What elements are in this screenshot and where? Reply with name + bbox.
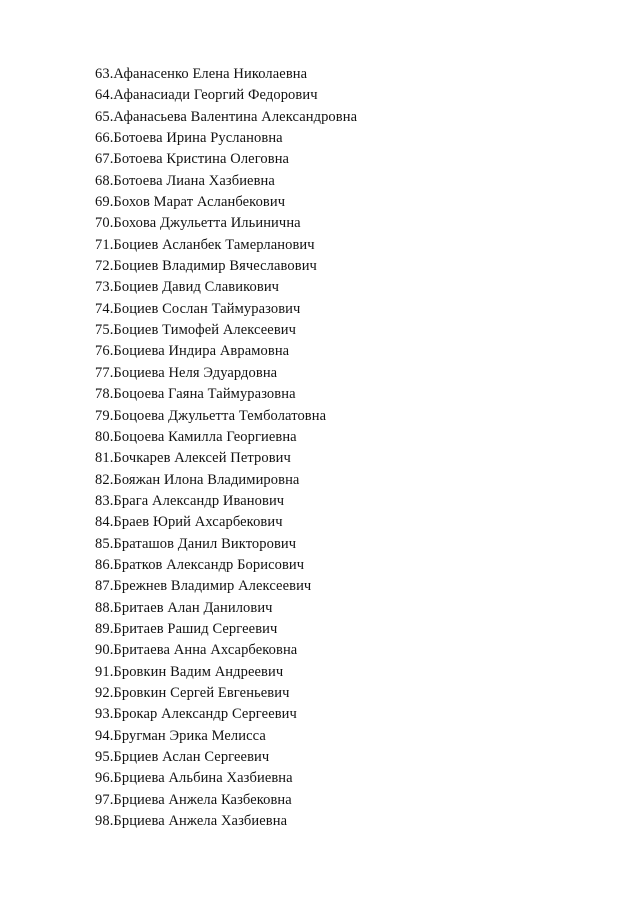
list-item: 67.Ботоева Кристина Олеговна: [95, 151, 290, 168]
list-item: 81.Бочкарев Алексей Петрович: [95, 450, 291, 467]
list-item: 66.Ботоева Ирина Руслановна: [95, 130, 283, 147]
list-item: 96.Брциева Альбина Хазбиевна: [95, 770, 293, 787]
list-item: 69.Бохов Марат Асланбекович: [95, 194, 286, 211]
list-item: 74.Боциев Сослан Таймуразович: [95, 300, 301, 317]
name-list: [95, 64, 357, 832]
list-item: 88.Бритаев Алан Данилович: [95, 599, 273, 616]
list-item: 89.Бритаев Рашид Сергеевич: [95, 620, 278, 637]
list-item: 77.Боциева Неля Эдуардовна: [95, 364, 278, 381]
list-item: 76.Боциева Индира Аврамовна: [95, 343, 290, 360]
list-item: 78.Боцоева Гаяна Таймуразовна: [95, 386, 296, 403]
list-item: 71.Боциев Асланбек Тамерланович: [95, 236, 315, 253]
list-item: 72.Боциев Владимир Вячеславович: [95, 258, 317, 275]
list-item: 83.Брага Александр Иванович: [95, 492, 285, 509]
list-item: 95.Брциев Аслан Сергеевич: [95, 749, 270, 765]
list-item: 91.Бровкин Вадим Андреевич: [95, 663, 284, 680]
list-item: 94.Бругман Эрика Мелисса: [95, 727, 266, 744]
list-item: 80.Боцоева Камилла Георгиевна: [95, 428, 297, 445]
list-item: 63.Афанасенко Елена Николаевна: [95, 66, 308, 82]
list-item: 65.Афанасьева Валентина Александровна: [95, 108, 358, 125]
list-item: 82.Бояжан Илона Владимировна: [95, 471, 300, 488]
list-item: 79.Боцоева Джульетта Темболатовна: [95, 407, 327, 424]
list-item: 92.Бровкин Сергей Евгеньевич: [95, 684, 290, 701]
list-item: 64.Афанасиади Георгий Федорович: [95, 87, 318, 104]
list-item: 98.Брциева Анжела Хазбиевна: [95, 813, 288, 830]
list-item: 93.Брокар Александр Сергеевич: [95, 706, 297, 723]
list-item: 85.Браташов Данил Викторович: [95, 535, 297, 552]
list-item: 87.Брежнев Владимир Алексеевич: [95, 578, 312, 595]
list-item: 97.Брциева Анжела Казбековна: [95, 791, 292, 808]
list-item: 73.Боциев Давид Славикович: [95, 279, 280, 296]
list-item: 68.Ботоева Лиана Хазбиевна: [95, 172, 275, 189]
list-item: 75.Боциев Тимофей Алексеевич: [95, 322, 297, 339]
list-item: 70.Бохова Джульетта Ильинична: [95, 215, 301, 232]
list-item: 90.Бритаева Анна Ахсарбековна: [95, 642, 298, 659]
list-item: 86.Братков Александр Борисович: [95, 556, 305, 573]
list-item: 84.Браев Юрий Ахсарбекович: [95, 514, 283, 531]
